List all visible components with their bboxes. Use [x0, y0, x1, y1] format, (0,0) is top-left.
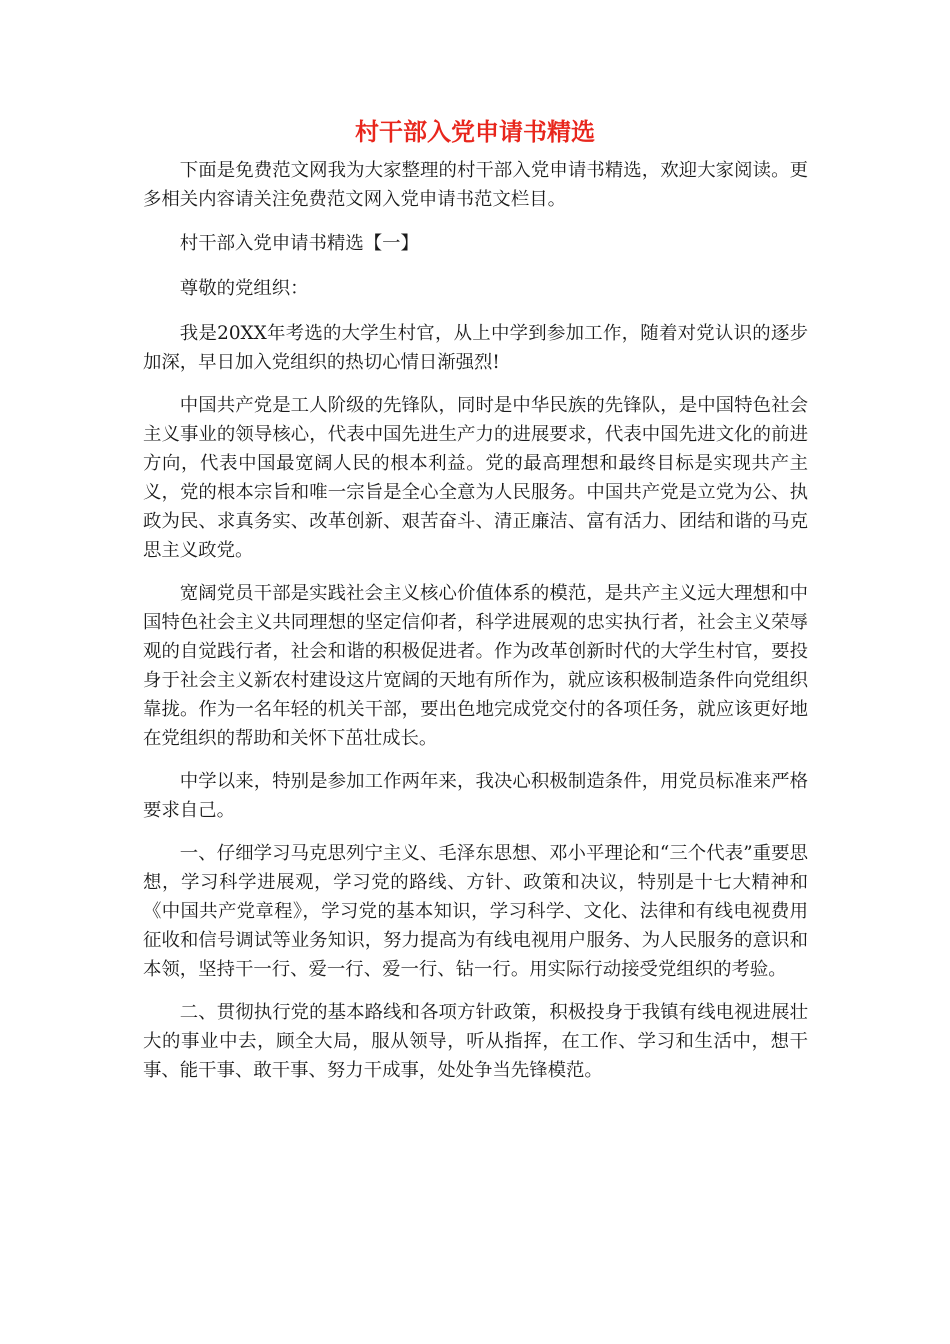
body-paragraph-1: 我是20XX年考选的大学生村官，从上中学到参加工作，随着对党认识的逐步加深，早日加入党组织的热切心情日渐强烈!	[143, 323, 808, 373]
body-paragraph-3: 宽阔党员干部是实践社会主义核心价值体系的模范，是共产主义远大理想和中国特色社会主义共同理想的坚定信仰者，科学进展观的忠实执行者，社会主义荣辱观的自觉践行者，社会和谐的积极促进者。作为改革创新时代的大学生村官，要投身于社会主义新农村建设这片宽阔的天地有所作为，就应该积极制造条件向党组织靠拢。作为一名年轻的机关干部，要出色地完成党交付的各项任务，就应该更好地在党组织的帮助和关怀下茁壮成长。	[143, 583, 808, 749]
greeting: 尊敬的党组织：	[179, 278, 309, 299]
document-body	[143, 156, 808, 1085]
intro-paragraph: 下面是免费范文网我为大家整理的村干部入党申请书精选，欢迎大家阅读。更多相关内容请关注免费范文网入党申请书范文栏目。	[143, 160, 808, 210]
body-paragraph-4: 中学以来，特别是参加工作两年来，我决心积极制造条件，用党员标准来严格要求自己。	[143, 771, 808, 821]
document-title: 村干部入党申请书精选	[355, 118, 595, 146]
body-paragraph-6: 二、贯彻执行党的基本路线和各项方针政策，积极投身于我镇有线电视进展壮大的事业中去，顾全大局，服从领导，听从指挥，在工作、学习和生活中，想干事、能干事、敢干事、努力干成事，处处争当先锋模范。	[143, 1002, 808, 1081]
body-paragraph-2: 中国共产党是工人阶级的先锋队，同时是中华民族的先锋队，是中国特色社会主义事业的领导核心，代表中国先进生产力的进展要求，代表中国先进文化的前进方向，代表中国最宽阔人民的根本利益。党的最高理想和最终目标是实现共产主义，党的根本宗旨和唯一宗旨是全心全意为人民服务。中国共产党是立党为公、执政为民、求真务实、改革创新、艰苦奋斗、清正廉洁、富有活力、团结和谐的马克思主义政党。	[143, 395, 808, 561]
body-paragraph-5: 一、仔细学习马克思列宁主义、毛泽东思想、邓小平理论和“三个代表”重要思想，学习科学进展观，学习党的路线、方针、政策和决议，特别是十七大精神和《中国共产党章程》，学习党的基本知识，学习科学、文化、法律和有线电视费用征收和信号调试等业务知识，努力提高为有线电视用户服务、为人民服务的意识和本领，坚持干一行、爱一行、爱一行、钻一行。用实际行动接受党组织的考验。	[143, 843, 808, 980]
section-heading: 村干部入党申请书精选【一】	[179, 233, 419, 254]
